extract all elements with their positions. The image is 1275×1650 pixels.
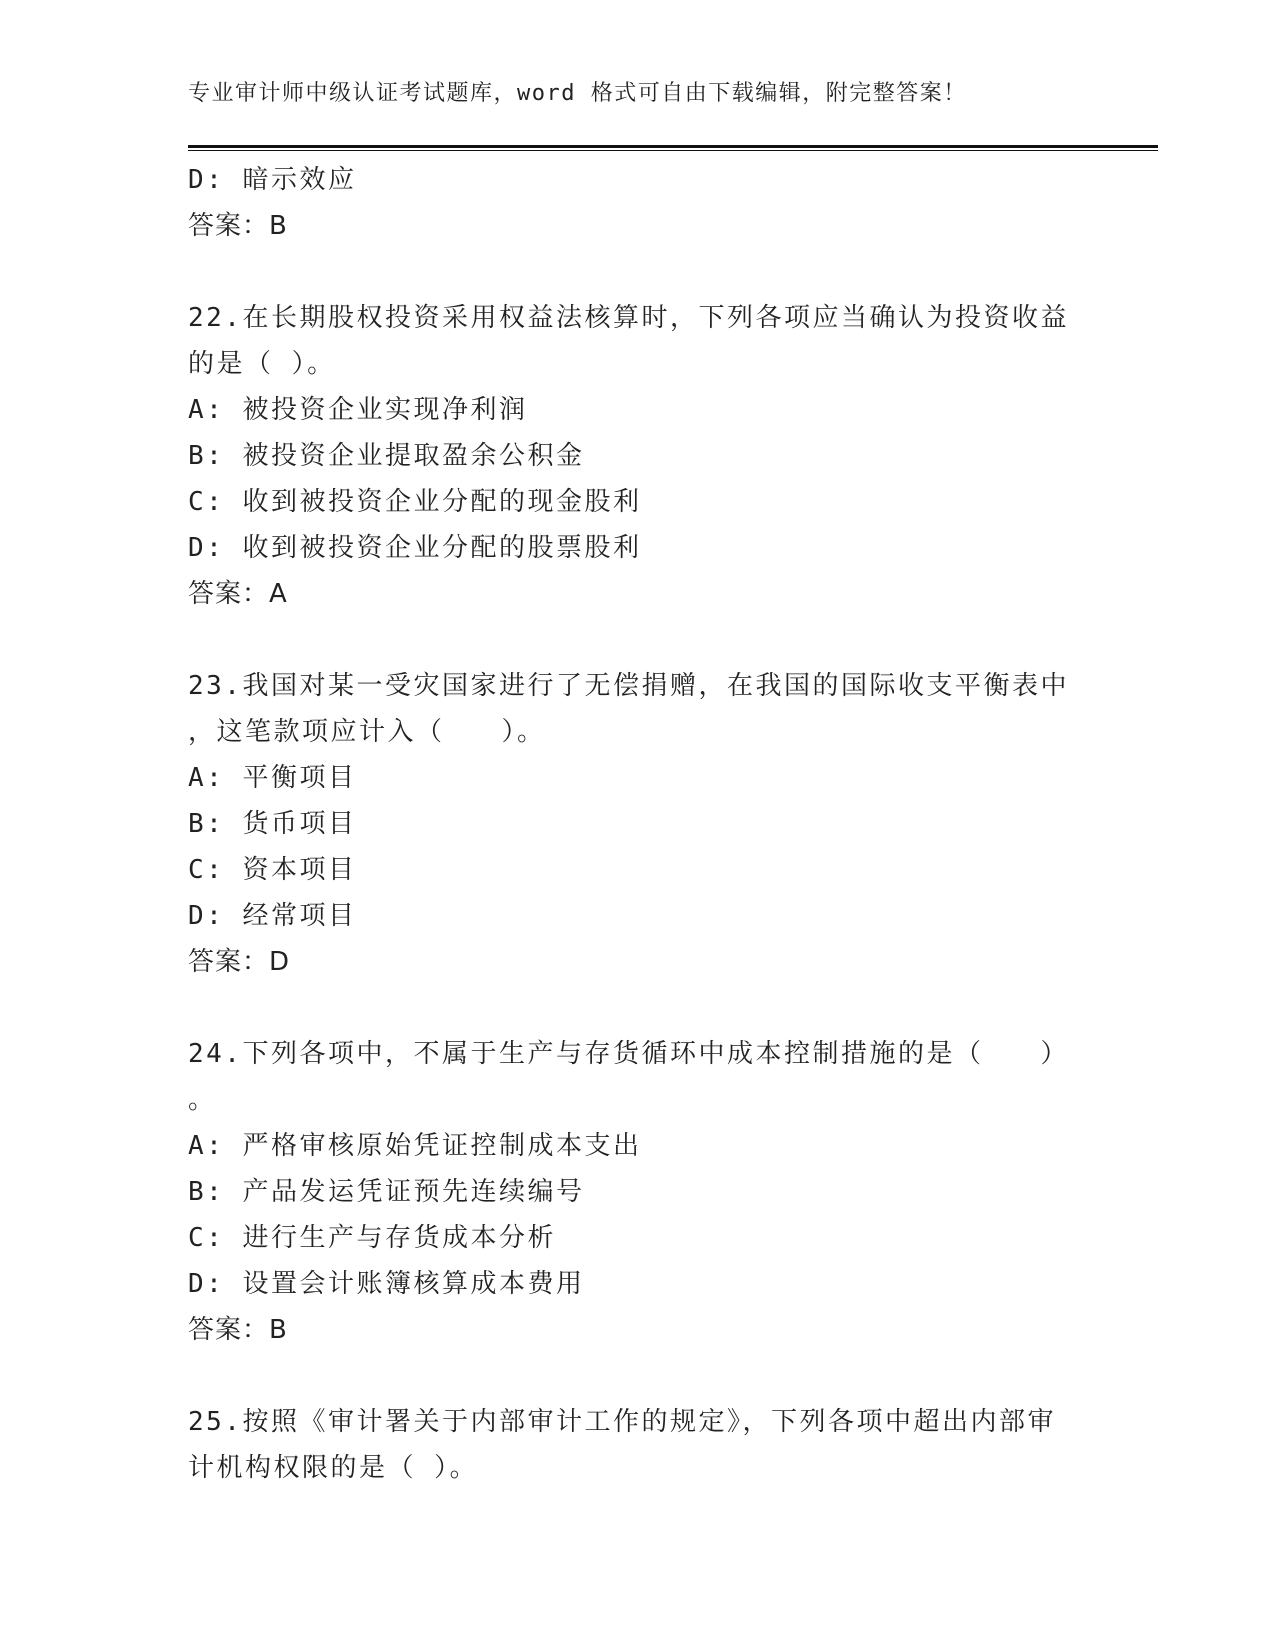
option-d: D: 收到被投资企业分配的股票股利 (188, 533, 642, 563)
option-c: C: 资本项目 (188, 855, 357, 885)
option-d: D: 经常项目 (188, 901, 357, 931)
answer-line: 答案：B (188, 1315, 288, 1345)
page-header: 专业审计师中级认证考试题库，word 格式可自由下载编辑，附完整答案！ (188, 81, 967, 106)
option-b: B: 被投资企业提取盈余公积金 (188, 441, 585, 471)
answer-line: 答案：A (188, 579, 288, 609)
question-22 (188, 295, 1088, 617)
option-a: A: 被投资企业实现净利润 (188, 395, 528, 425)
question-stem: 22.在长期股权投资采用权益法核算时，下列各项应当确认为投资收益 (188, 303, 1069, 333)
question-24 (188, 1031, 1088, 1353)
header-divider (188, 145, 1158, 148)
question-stem: 计机构权限的是（ ）。 (188, 1453, 479, 1483)
question-stem: 的是（ ）。 (188, 349, 336, 379)
question-stem: 。 (188, 1085, 217, 1115)
option-d: D: 暗示效应 (188, 165, 357, 195)
answer-line: 答案：D (188, 947, 291, 977)
question-stem: ，这笔款项应计入（ ）。 (188, 717, 546, 747)
option-d: D: 设置会计账簿核算成本费用 (188, 1269, 585, 1299)
question-stem: 24.下列各项中，不属于生产与存货循环中成本控制措施的是（ ） (188, 1039, 1069, 1069)
question-stem: 23.我国对某一受灾国家进行了无偿捐赠，在我国的国际收支平衡表中 (188, 671, 1069, 701)
option-a: A: 严格审核原始凭证控制成本支出 (188, 1131, 642, 1161)
answer-line: 答案：B (188, 211, 288, 241)
option-a: A: 平衡项目 (188, 763, 357, 793)
option-c: C: 收到被投资企业分配的现金股利 (188, 487, 642, 517)
question-23 (188, 663, 1088, 985)
document-body (188, 157, 1088, 1491)
option-c: C: 进行生产与存货成本分析 (188, 1223, 556, 1253)
option-b: B: 产品发运凭证预先连续编号 (188, 1177, 585, 1207)
question-25 (188, 1399, 1088, 1491)
option-b: B: 货币项目 (188, 809, 357, 839)
header-divider-thin (188, 150, 1158, 151)
question-stem: 25.按照《审计署关于内部审计工作的规定》，下列各项中超出内部审 (188, 1407, 1056, 1437)
